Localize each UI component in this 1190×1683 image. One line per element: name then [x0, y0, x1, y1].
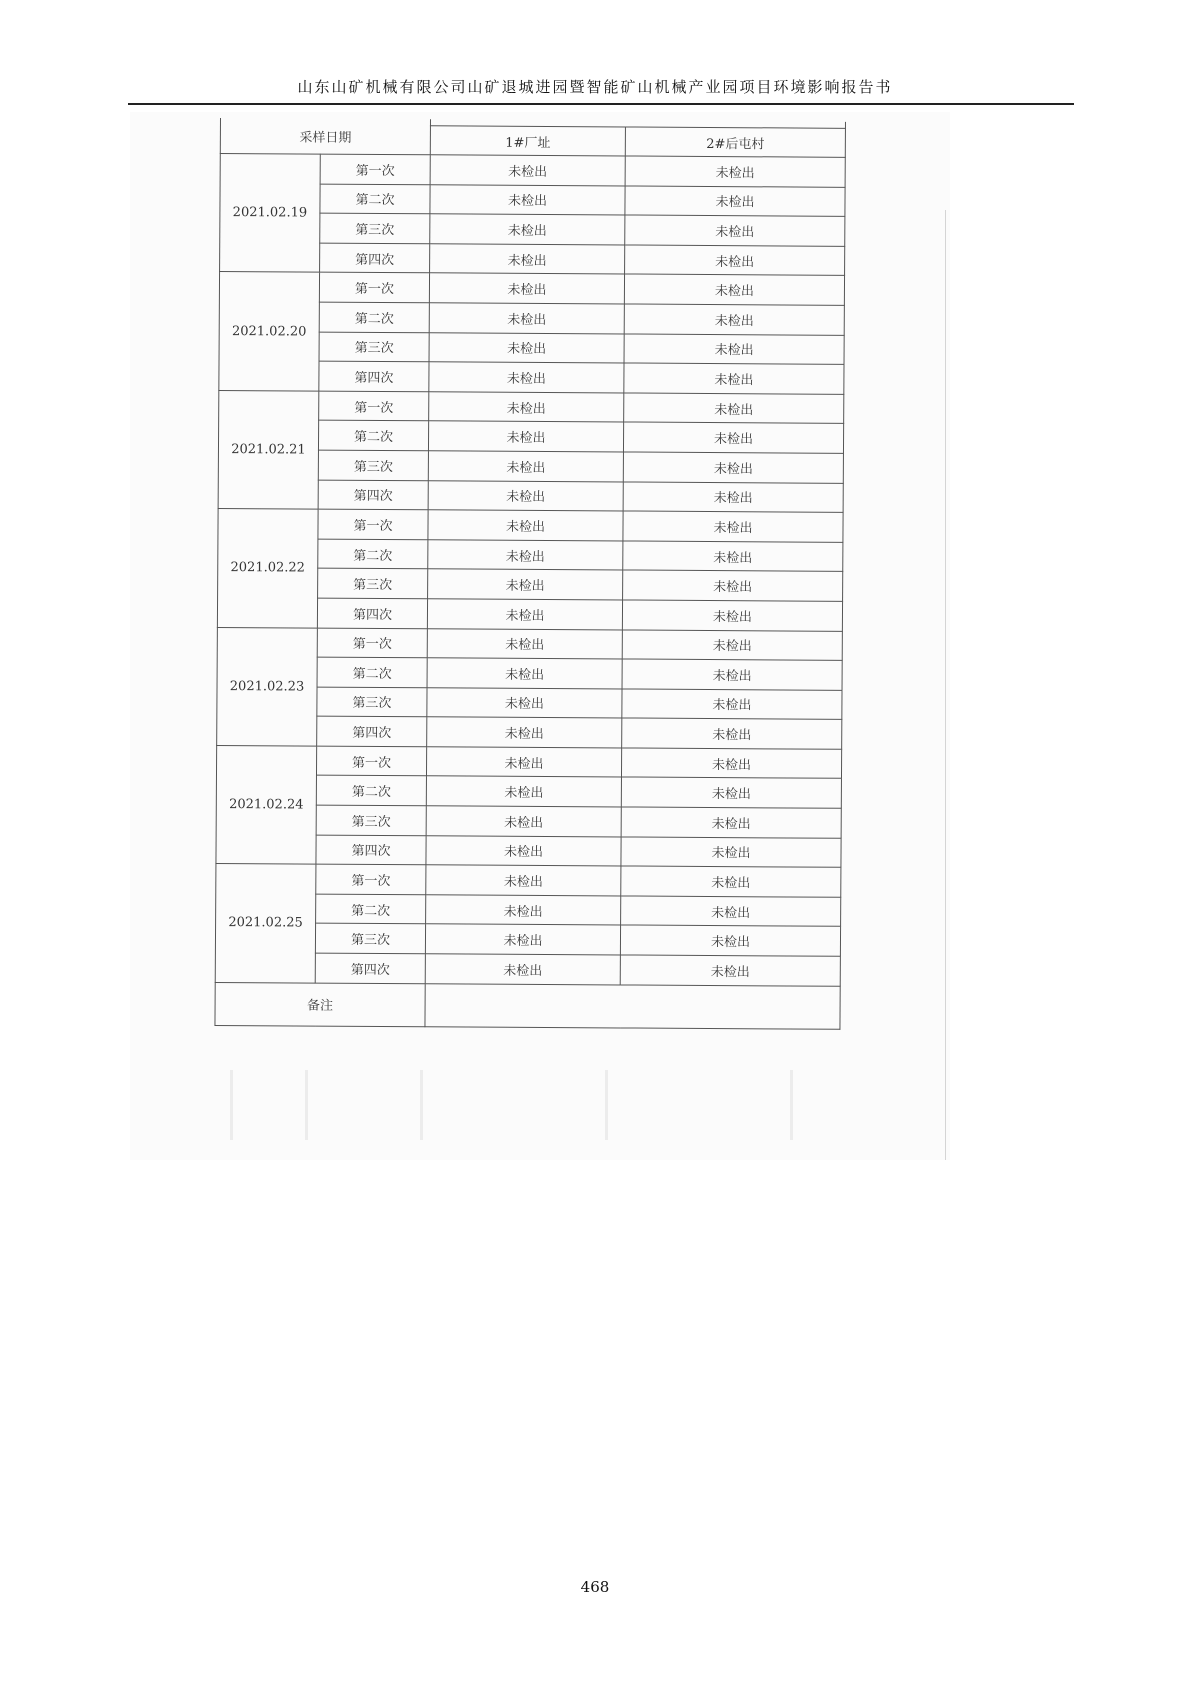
column-header: 1#厂址	[430, 126, 625, 156]
result-value: 未检出	[624, 274, 844, 305]
sampling-time: 第二次	[316, 776, 426, 806]
table-row	[216, 745, 841, 778]
sampling-date: 2021.02.22	[217, 509, 318, 628]
result-value: 未检出	[426, 865, 621, 896]
result-value: 未检出	[428, 539, 623, 570]
sampling-date: 2021.02.25	[215, 864, 316, 983]
sampling-time: 第三次	[320, 213, 430, 243]
result-value: 未检出	[429, 392, 624, 423]
sampling-date: 2021.02.20	[219, 272, 320, 391]
sampling-time: 第四次	[317, 716, 427, 746]
sampling-time: 第三次	[318, 568, 428, 598]
result-value: 未检出	[624, 334, 844, 365]
remark-label: 备注	[215, 982, 425, 1026]
remark-value	[425, 983, 840, 1029]
sampling-date: 2021.02.19	[220, 154, 321, 273]
sampling-time: 第四次	[320, 243, 430, 273]
scan-edge-line	[945, 210, 946, 1160]
result-value: 未检出	[621, 807, 841, 838]
sampling-time: 第一次	[317, 628, 427, 658]
result-value: 未检出	[426, 776, 621, 807]
result-value: 未检出	[621, 866, 841, 897]
result-value: 未检出	[426, 895, 621, 926]
result-value: 未检出	[621, 748, 841, 779]
date-header: 采样日期	[220, 118, 430, 155]
sampling-time: 第四次	[316, 835, 426, 865]
sampling-time: 第一次	[320, 154, 430, 184]
sampling-time: 第四次	[318, 480, 428, 510]
result-value: 未检出	[429, 332, 624, 363]
result-value: 未检出	[427, 658, 622, 689]
result-value: 未检出	[620, 925, 840, 956]
result-value: 未检出	[428, 510, 623, 541]
result-value: 未检出	[428, 421, 623, 452]
result-value: 未检出	[430, 155, 625, 186]
result-value: 未检出	[426, 806, 621, 837]
table-row	[218, 509, 843, 542]
sampling-time: 第三次	[315, 924, 425, 954]
monitoring-results-table	[214, 118, 846, 1029]
result-value: 未检出	[430, 184, 625, 215]
result-value: 未检出	[427, 687, 622, 718]
result-value: 未检出	[623, 541, 843, 572]
result-value: 未检出	[428, 480, 623, 511]
result-value: 未检出	[625, 215, 845, 246]
result-value: 未检出	[623, 422, 843, 453]
report-header-title: 山东山矿机械有限公司山矿退城进园暨智能矿山机械产业园项目环境影响报告书	[297, 78, 893, 96]
sampling-time: 第二次	[320, 184, 430, 214]
result-value: 未检出	[623, 452, 843, 483]
result-value: 未检出	[622, 629, 842, 660]
result-value: 未检出	[427, 717, 622, 748]
header-divider	[128, 103, 1074, 105]
sampling-time: 第二次	[317, 657, 427, 687]
result-value: 未检出	[622, 659, 842, 690]
scan-artifact	[305, 1070, 308, 1140]
sampling-time: 第一次	[316, 864, 426, 894]
sampling-time: 第三次	[318, 450, 428, 480]
sampling-time: 第一次	[318, 509, 428, 539]
table-row	[217, 627, 842, 660]
result-value: 未检出	[425, 954, 620, 985]
result-value: 未检出	[625, 245, 845, 276]
result-value: 未检出	[622, 600, 842, 631]
result-value: 未检出	[625, 156, 845, 187]
result-value: 未检出	[622, 689, 842, 720]
sampling-time: 第二次	[316, 894, 426, 924]
result-value: 未检出	[624, 304, 844, 335]
sampling-time: 第二次	[319, 302, 429, 332]
result-value: 未检出	[430, 244, 625, 275]
result-value: 未检出	[425, 924, 620, 955]
column-header: 2#后屯村	[625, 127, 845, 157]
table-row	[219, 272, 844, 305]
result-value: 未检出	[429, 303, 624, 334]
sampling-time: 第四次	[315, 953, 425, 983]
result-value: 未检出	[623, 570, 843, 601]
result-value: 未检出	[430, 214, 625, 245]
sampling-time: 第三次	[319, 332, 429, 362]
result-value: 未检出	[427, 628, 622, 659]
sampling-time: 第一次	[316, 746, 426, 776]
sampling-time: 第一次	[319, 391, 429, 421]
sampling-time: 第三次	[316, 805, 426, 835]
result-value: 未检出	[621, 837, 841, 868]
sampling-date: 2021.02.21	[218, 390, 319, 509]
result-value: 未检出	[429, 362, 624, 393]
sampling-time: 第二次	[318, 420, 428, 450]
result-value: 未检出	[625, 186, 845, 217]
scan-artifact	[605, 1070, 608, 1140]
result-value: 未检出	[624, 363, 844, 394]
page-number: 468	[580, 1578, 610, 1596]
result-value: 未检出	[428, 569, 623, 600]
result-value: 未检出	[623, 482, 843, 513]
sampling-time: 第二次	[318, 539, 428, 569]
sampling-date: 2021.02.24	[216, 745, 317, 864]
result-value: 未检出	[621, 896, 841, 927]
result-value: 未检出	[426, 835, 621, 866]
table-row	[220, 154, 845, 187]
scan-artifact	[420, 1070, 423, 1140]
sampling-time: 第四次	[319, 361, 429, 391]
result-value: 未检出	[620, 955, 840, 986]
sampling-time: 第三次	[317, 687, 427, 717]
result-value: 未检出	[428, 451, 623, 482]
table-row	[216, 864, 841, 897]
sampling-time: 第四次	[317, 598, 427, 628]
result-value: 未检出	[621, 777, 841, 808]
sampling-time: 第一次	[319, 272, 429, 302]
table-row	[219, 390, 844, 423]
result-value: 未检出	[429, 273, 624, 304]
result-value: 未检出	[622, 718, 842, 749]
result-value: 未检出	[623, 511, 843, 542]
result-value: 未检出	[427, 599, 622, 630]
result-value: 未检出	[624, 393, 844, 424]
scan-artifact	[790, 1070, 793, 1140]
sampling-date: 2021.02.23	[217, 627, 318, 746]
scan-artifact	[230, 1070, 233, 1140]
result-value: 未检出	[426, 747, 621, 778]
